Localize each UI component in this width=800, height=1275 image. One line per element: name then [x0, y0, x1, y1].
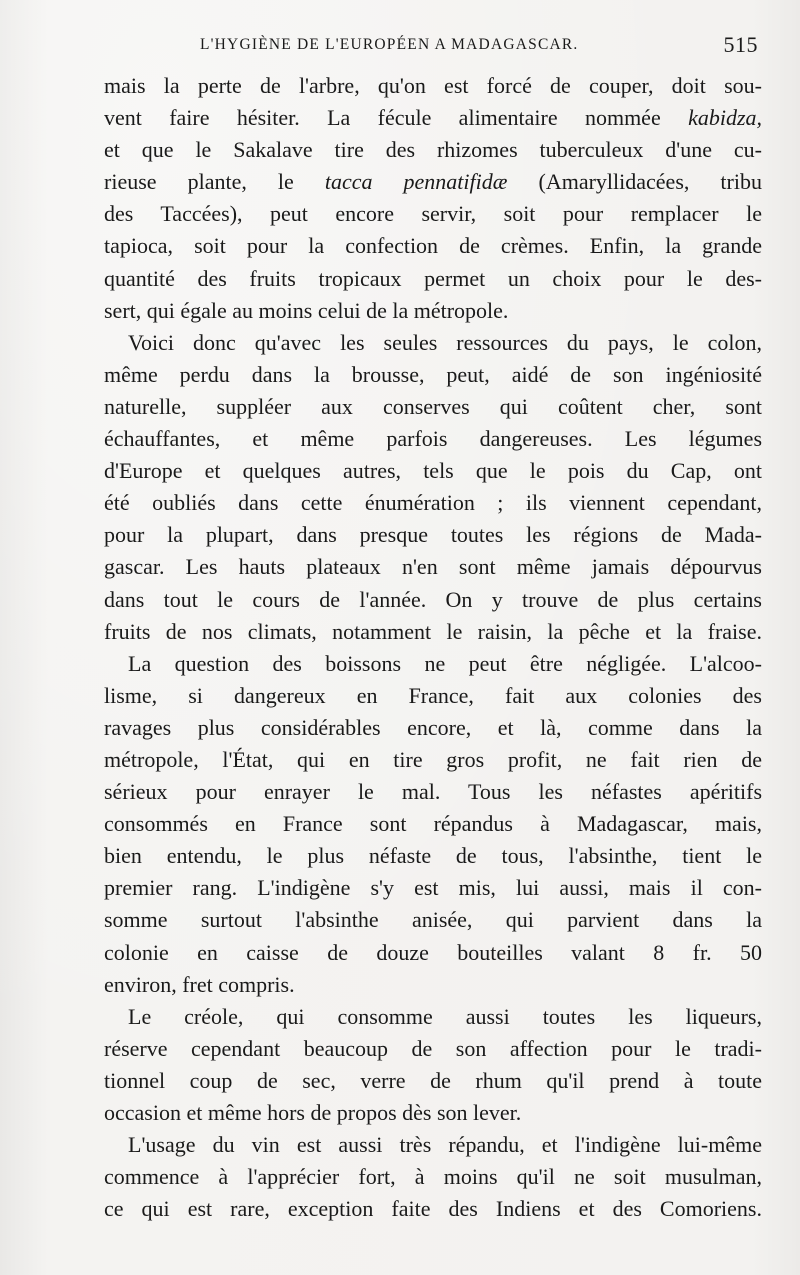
text-line: quantité des fruits tropicaux permet un choix pour le des-	[104, 265, 762, 291]
text-line: vent faire hésiter. La fécule alimentaire nommée kabidza,	[104, 105, 763, 131]
text-line: même perdu dans la brousse, peut, aidé de son ingéniosité	[104, 361, 762, 387]
text-line: sérieux pour enrayer le mal. Tous les néfastes apéritifs	[104, 779, 762, 805]
text-line: pour la plupart, dans presque toutes les régions de Mada-	[104, 522, 762, 548]
text-line: L'usage du vin est aussi très répandu, et l'indigène lui-même	[128, 1132, 762, 1158]
italic-term: kabidza,	[688, 105, 763, 131]
text-line: des Taccées), peut encore servir, soit pour remplacer le	[104, 201, 762, 227]
text-line: commence à l'apprécier fort, à moins qu'il ne soit musulman,	[104, 1164, 762, 1190]
text-line: bien entendu, le plus néfaste de tous, l'absinthe, tient le	[104, 843, 762, 869]
italic-term: tacca pennatifidæ	[324, 169, 508, 195]
text-line: d'Europe et quelques autres, tels que le pois du Cap, ont	[104, 458, 762, 484]
text-line: tapioca, soit pour la confection de crèmes. Enfin, la grande	[104, 233, 762, 259]
text-line: dans tout le cours de l'année. On y trouve de plus certains	[104, 586, 762, 612]
text-line: consommés en France sont répandus à Madagascar, mais,	[104, 811, 762, 837]
body-text	[104, 70, 762, 1225]
page-header	[104, 30, 762, 58]
text-line: somme surtout l'absinthe anisée, qui parvient dans la	[104, 907, 762, 933]
text-line: gascar. Les hauts plateaux n'en sont même jamais dépourvus	[104, 554, 762, 580]
page-number: 515	[723, 32, 758, 57]
text-line: mais la perte de l'arbre, qu'on est forcé de couper, doit sou-	[104, 73, 762, 98]
text-line: ravages plus considérables encore, et là, comme dans la	[104, 714, 762, 740]
text-line: occasion et même hors de propos dès son lever.	[104, 1100, 522, 1125]
text-line: ce qui est rare, exception faite des Indiens et des Comoriens.	[104, 1196, 762, 1222]
text-line: environ, fret compris.	[104, 971, 295, 997]
text-line: été oubliés dans cette énumération ; ils viennent cependant,	[104, 490, 762, 516]
text-line: sert, qui égale au moins celui de la métropole.	[104, 297, 509, 323]
text-line: colonie en caisse de douze bouteilles valant 8 fr. 50	[104, 939, 762, 965]
text-line: premier rang. L'indigène s'y est mis, lui aussi, mais il con-	[104, 875, 762, 901]
running-head: L'HYGIÈNE DE L'EUROPÉEN A MADAGASCAR.	[200, 36, 579, 53]
text-line: Le créole, qui consomme aussi toutes les liqueurs,	[128, 1003, 762, 1029]
text-line: La question des boissons ne peut être négligée. L'alcoo-	[128, 650, 762, 676]
text-line: échauffantes, et même parfois dangereuses. Les légumes	[104, 426, 762, 452]
text-line: tionnel coup de sec, verre de rhum qu'il prend à toute	[104, 1067, 762, 1093]
text-line: Voici donc qu'avec les seules ressources du pays, le colon,	[128, 329, 762, 355]
text-line: rieuse plante, le tacca pennatifidæ (Amaryllidacées, tribu	[104, 169, 762, 195]
text-line: fruits de nos climats, notamment le raisin, la pêche et la fraise.	[104, 618, 762, 644]
text-line: et que le Sakalave tire des rhizomes tuberculeux d'une cu-	[104, 137, 762, 163]
text-line: lisme, si dangereux en France, fait aux colonies des	[104, 682, 762, 708]
text-line: réserve cependant beaucoup de son affection pour le tradi-	[104, 1035, 762, 1061]
text-line: naturelle, suppléer aux conserves qui coûtent cher, sont	[104, 393, 762, 419]
text-line: métropole, l'État, qui en tire gros profit, ne fait rien de	[104, 746, 762, 772]
